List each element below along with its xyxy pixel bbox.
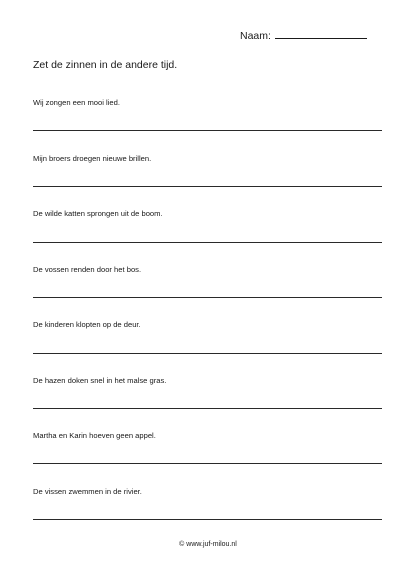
name-answer-line bbox=[275, 28, 367, 39]
sentence-5: De kinderen klopten op de deur. bbox=[33, 320, 141, 329]
sentence-2: Mijn broers droegen nieuwe brillen. bbox=[33, 154, 152, 163]
answer-line-2 bbox=[33, 186, 382, 187]
answer-line-8 bbox=[33, 519, 382, 520]
footer-credit: © www.juf-milou.nl bbox=[179, 541, 237, 548]
sentence-6: De hazen doken snel in het malse gras. bbox=[33, 376, 167, 385]
sentence-4: De vossen renden door het bos. bbox=[33, 265, 142, 274]
sentence-3: De wilde katten sprongen uit de boom. bbox=[33, 209, 163, 218]
answer-line-4 bbox=[33, 297, 382, 298]
answer-line-3 bbox=[33, 242, 382, 243]
name-row bbox=[240, 28, 367, 42]
sentence-1: Wij zongen een mooi lied. bbox=[33, 98, 120, 107]
answer-line-5 bbox=[33, 353, 382, 354]
instruction-text: Zet de zinnen in de andere tijd. bbox=[33, 59, 178, 71]
sentence-7: Martha en Karin hoeven geen appel. bbox=[33, 431, 156, 440]
sentence-8: De vissen zwemmen in de rivier. bbox=[33, 487, 142, 496]
answer-line-1 bbox=[33, 130, 382, 131]
name-label: Naam: bbox=[240, 30, 271, 42]
answer-line-7 bbox=[33, 463, 382, 464]
answer-line-6 bbox=[33, 408, 382, 409]
